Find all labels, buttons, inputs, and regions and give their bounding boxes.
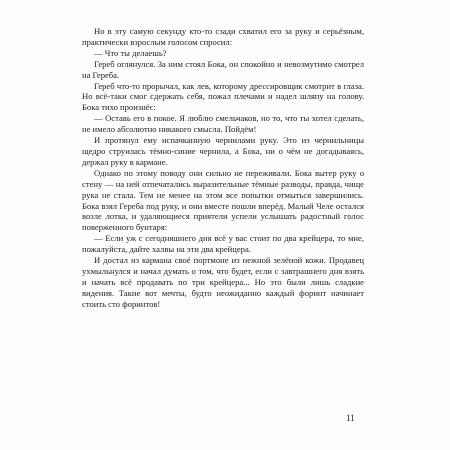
page-number: 11 [346,413,355,423]
paragraph: И протянул ему испачканную чернилами руку. Это из чернильницы щедро струилась тёмно-синие чернила, а Бока, ни о чём не догадываясь, держал руку в кармане. [82,135,364,167]
paragraph: Гереб что-то прорычал, как лев, которому дрессировщик смотрит в глаза. Но всё-таки смог сдержать себя, пожал плечами и надел шляпу на голову. Бока тихо произнёс: [82,80,364,113]
paragraph: И достал из кармана своё портмоне из нежной зелёной кожи. Продавец ухмыльнулся и начал думать о том, что будет, если с завтрашнего дня взять и начать всё продавать по три крейцера... Но это были лишь сладкие видения. Такие вот мечты, будто неожиданно каждый форинт начинает стоить сто форинтов! [82,255,364,309]
paragraph: Однако по этому поводу они сильно не переживали. Бока вытер руку о стену — на ней отпечатались выразительные тёмные разводы, правда, чище рука не стала. Тем не менее на этом все попытки отмыться завершились. Бока взял Гереба под руку, и они вместе пошли вперёд. Малый Челе остался возле лотка, и удаляющиеся приятели успели услышать радостный голос поверженного бунтаря: [82,167,364,233]
body-text [82,26,364,310]
paragraph: Но в эту самую секунду кто-то сзади схватил его за руку и серьёзным, практически взрослым голосом спросил: [82,26,364,47]
paragraph: — Что ты делаешь? [94,47,167,58]
paragraph: Гереб оглянулся. За ним стоял Бока, он спокойно и невозмутимо смотрел на Гереба. [82,58,364,80]
paragraph: — Оставь его в покое. Я люблю смельчаков, но то, что ты хотел сделать, не имело абсолютно никакого смысла. Пойдём! [82,113,364,135]
paragraph: — Если уж с сегодняшнего дня всё у вас стоит по два крейцера, то мне, пожалуйста, дайте халвы на эти два крейцера. [82,233,364,255]
